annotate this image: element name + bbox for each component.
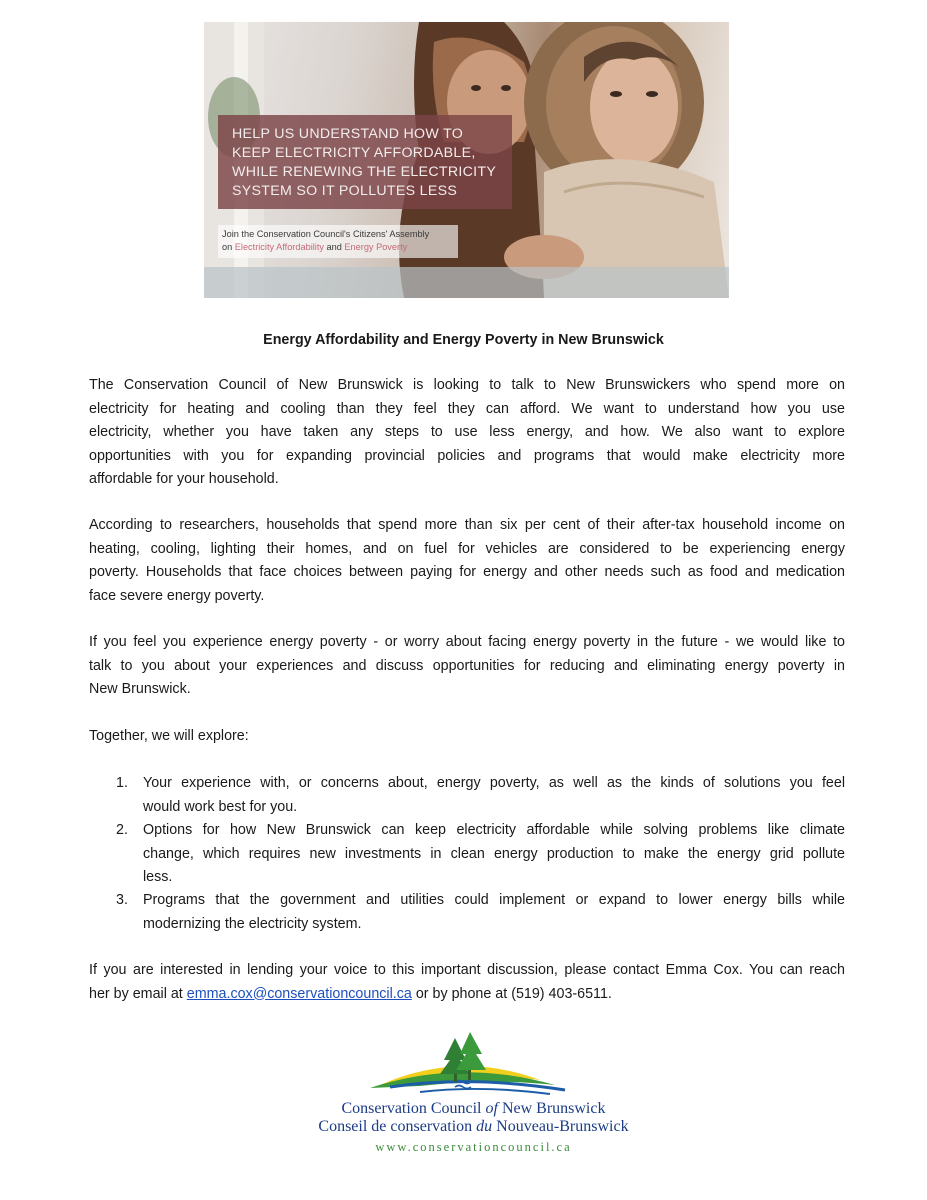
logo-name-fr-du: du [476,1118,493,1135]
banner-subtitle-prefix: on [222,242,235,252]
logo-name-en-a: Conservation Council [341,1100,486,1117]
list-line: Options for how New Brunswick can keep electricity affordable while solving problems like climate [143,822,845,838]
banner-headline-line: KEEP ELECTRICITY AFFORDABLE, [232,145,476,161]
logo-name-en-b: New Brunswick [497,1100,606,1117]
paragraph-line: Together, we will explore: [89,728,249,744]
banner-image [204,22,729,298]
list-number: 3. [116,892,128,908]
banner-headline-box [218,115,512,209]
banner-subtitle-line1: Join the Conservation Council's Citizens' Assembly [222,229,430,239]
list-number: 2. [116,822,128,838]
organization-logo [0,1030,927,1160]
logo-name-fr-a: Conseil de conservation [318,1118,477,1135]
paragraph-line: talk to you about your experiences and discuss opportunities for reducing and eliminating energy poverty in [89,657,845,674]
contact-suffix: or by phone at (519) 403-6511. [411,985,612,1002]
paragraph-contact [89,959,845,1006]
banner-subtitle-topic1: Electricity Affordability [234,242,324,252]
logo-emblem-icon [360,1030,580,1100]
paragraph-line [89,983,845,1007]
list-number: 1. [116,775,128,791]
list-line: Your experience with, or concerns about, energy poverty, as well as the kinds of solutions you feel [143,775,845,791]
paragraph-line: affordable for your household. [89,471,279,487]
logo-name-fr-b: Nouveau-Brunswick [492,1118,629,1135]
paragraph-intro [89,374,845,492]
paragraph-line: poverty. Households that face choices between paying for energy and other needs such as food and medication [89,564,845,580]
paragraph-definition [89,514,845,608]
logo-website: www.conservationcouncil.ca [375,1140,572,1154]
banner-headline-line: WHILE RENEWING THE ELECTRICITY [232,164,497,180]
contact-prefix: her by email at [89,985,187,1002]
banner-headline-line: SYSTEM SO IT POLLUTES LESS [232,183,458,199]
banner-subtitle-and: and [323,242,345,252]
logo-name-french [10,1118,927,1136]
list-line: Programs that the government and utilities could implement or expand to lower energy bills while [143,892,845,908]
list-line: would work best for you. [143,798,298,815]
banner-headline-line: HELP US UNDERSTAND HOW TO [232,126,464,142]
paragraph-line: If you feel you experience energy poverty - or worry about facing energy poverty in the future - we would like to [89,634,845,650]
list-line: less. [143,869,173,885]
email-link[interactable]: emma.cox@conservationcouncil.ca [186,985,412,1002]
list-line: change, which requires new investments in clean energy production to make the energy grid pollute [143,845,845,862]
banner-subtitle-line2 [222,241,458,254]
paragraph-line: New Brunswick. [89,681,191,697]
list-line: modernizing the electricity system. [143,915,362,932]
paragraph-line: The Conservation Council of New Brunswick is looking to talk to New Brunswickers who spend more on [89,377,845,393]
paragraph-line: electricity for heating and cooling than they feel they can afford. We want to understand how you use [89,400,845,417]
document-title: Energy Affordability and Energy Poverty in New Brunswick [263,332,664,348]
logo-name-english [10,1100,927,1118]
paragraph-line: electricity, whether you have taken any steps to use less energy, and how. We also want to explore [89,424,845,440]
paragraph-line: According to researchers, households that spend more than six per cent of their after-tax household income on [89,517,845,533]
paragraph-invitation [89,631,845,702]
banner-subtitle-topic2: Energy Poverty [344,242,408,252]
paragraph-line: heating, cooling, lighting their homes, and on fuel for vehicles are considered to be experiencing energy [89,540,845,557]
paragraph-line: opportunities with you for expanding provincial policies and programs that would make electricity more [89,447,845,464]
logo-name-en-of: of [485,1100,498,1117]
list-intro [89,725,845,749]
paragraph-line: If you are interested in lending your voice to this important discussion, please contact Emma Cox. You can reach [89,962,845,978]
banner-subtitle-box [218,225,458,258]
paragraph-line: face severe energy poverty. [89,587,265,604]
